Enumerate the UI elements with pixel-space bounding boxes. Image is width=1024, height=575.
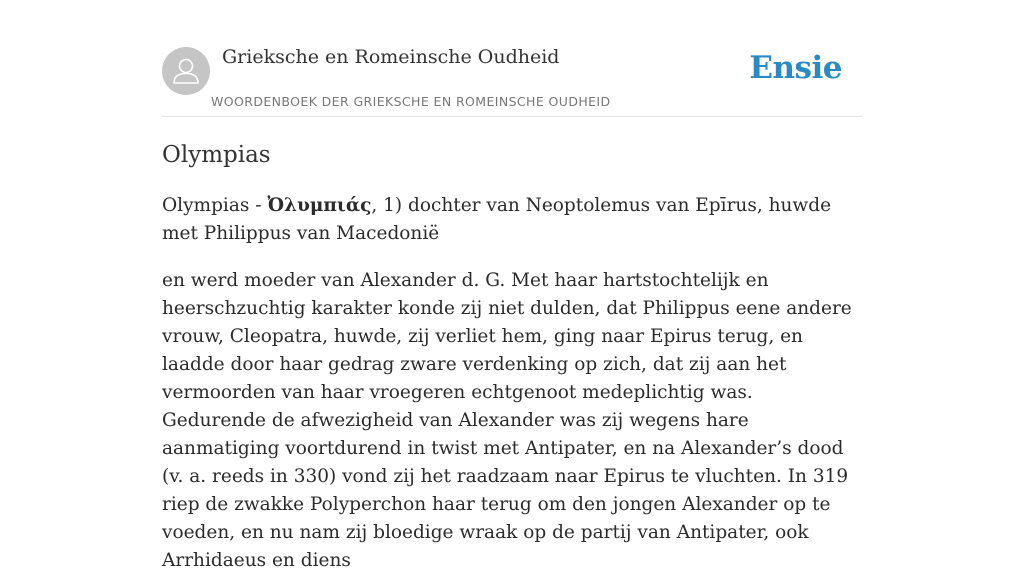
site-header (162, 0, 862, 117)
entry-lead: Olympias - (162, 195, 268, 216)
dictionary-subtitle: WOORDENBOEK DER GRIEKSCHE EN ROMEINSCHE OUDHEID (211, 94, 611, 109)
ensie-logo-link[interactable]: Ensie (749, 50, 842, 86)
dictionary-title-link[interactable]: Grieksche en Romeinsche Oudheid (222, 46, 560, 68)
article (162, 138, 862, 575)
user-silhouette-icon[interactable] (162, 47, 210, 95)
greek-term: Ὀλυμπιάς (267, 195, 372, 216)
page-title: Olympias (162, 142, 271, 168)
article-paragraph-2: en werd moeder van Alexander d. G. Met haar hartstochtelijk en heerschzuchtig karakter konde zij niet dulden, dat Philippus eene andere vrouw, Cleopatra, huwde, zij verliet hem, ging naar Epirus terug, en laadde door haar gedrag zware verdenking op zich, dat zij aan het vermoorden van haar vroegeren echtgenoot medeplichtig was. Gedurende de afwezigheid van Alexander was zij wegens hare aanmatiging voortdurend in twist met Antipater, en na Alexander’s dood (v. a. reeds in 330) vond zij het raadzaam naar Epirus te vluchten. In 319 riep de zwakke Polyperchon haar terug om den jongen Alexander op te voeden, en nu nam zij bloedige wraak op de partij van Antipater, ook Arrhidaeus en diens (162, 270, 852, 571)
entry-definition-start: , 1) dochter van Neoptolemus van Epīrus, huwde met Philippus van Macedonië (162, 195, 832, 244)
article-paragraph-1 (162, 192, 862, 248)
